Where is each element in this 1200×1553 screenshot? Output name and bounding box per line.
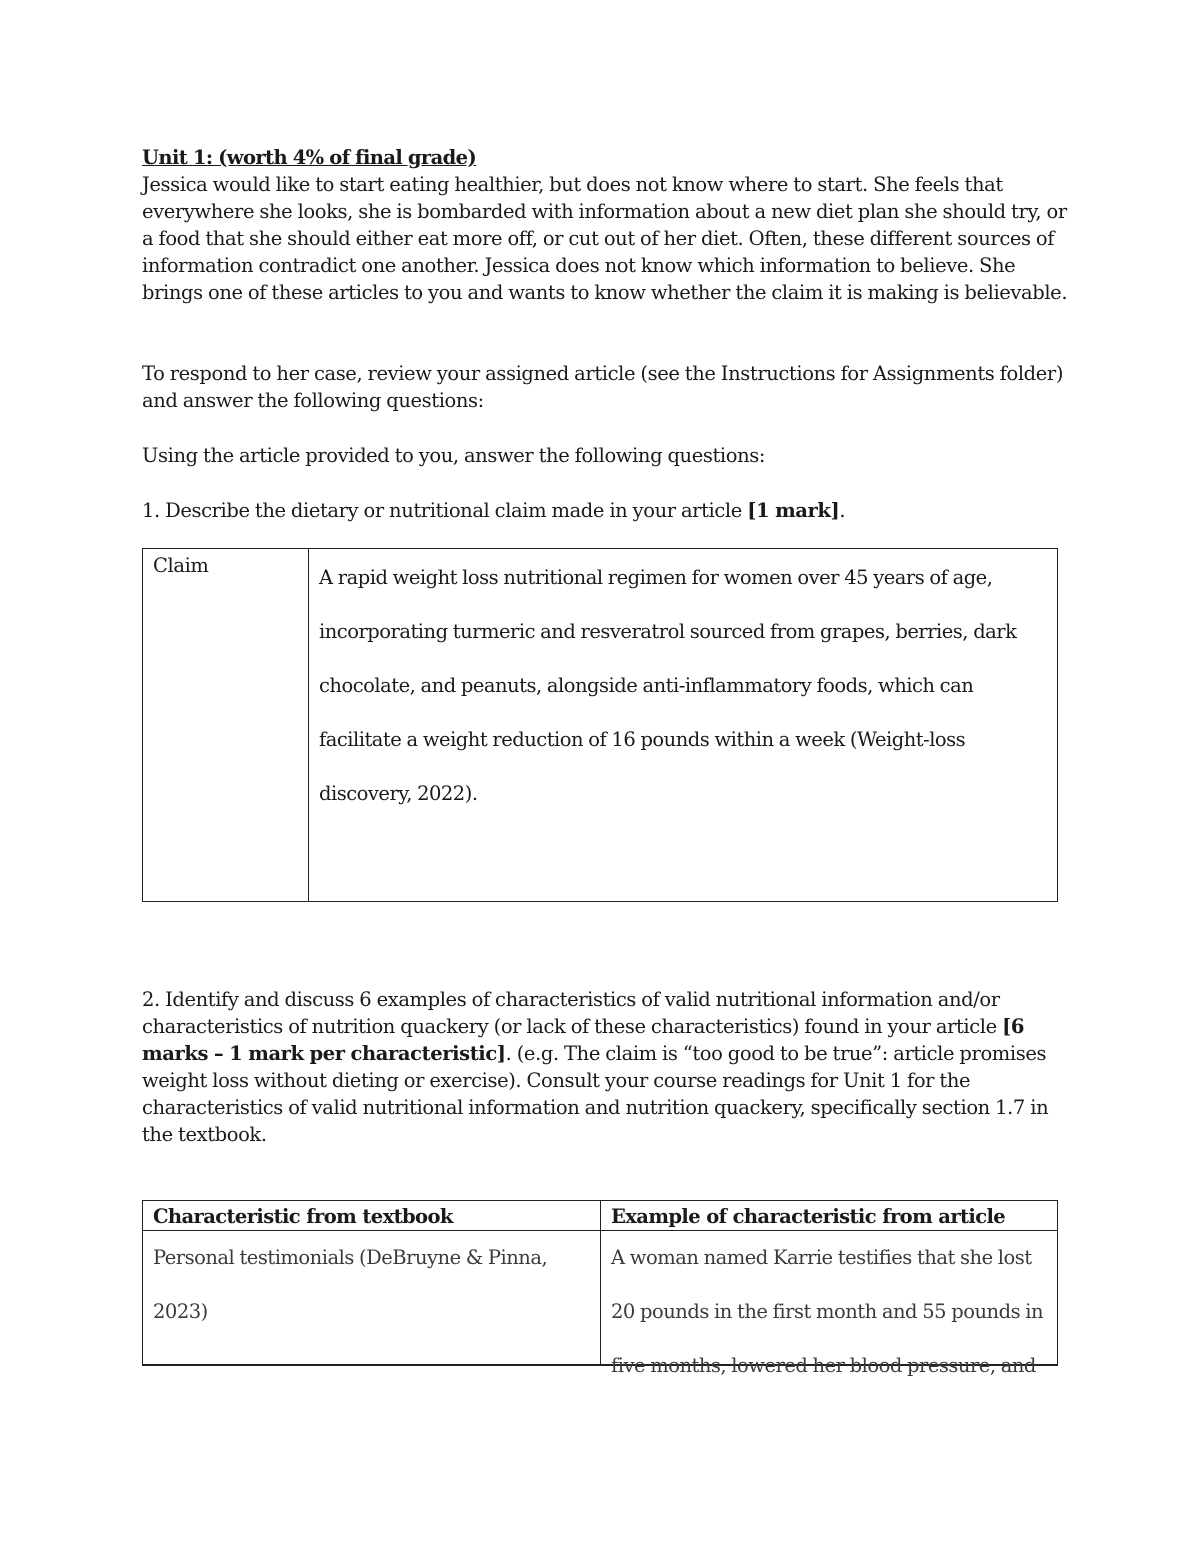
question-1 xyxy=(142,497,1072,524)
question-2 xyxy=(142,986,1072,1148)
question-1-end: . xyxy=(839,499,846,522)
claim-table-divider xyxy=(308,549,309,901)
characteristic-header: Characteristic from textbook xyxy=(153,1205,453,1228)
characteristics-table-divider xyxy=(600,1201,601,1364)
example-header: Example of characteristic from article xyxy=(611,1205,1006,1228)
characteristic-cell[interactable]: Personal testimonials (DeBruyne & Pinna, 2023) xyxy=(153,1246,548,1323)
claim-text[interactable]: A rapid weight loss nutritional regimen for women over 45 years of age, incorporating turmeric and resveratrol sourced from grapes, berries, dark chocolate, and peanuts, alongside anti-inflammatory foods, which can facilitate a weight reduction of 16 pounds within a week (Weight-loss discovery, 2022). xyxy=(319,566,1017,805)
question-2-marks: [6 marks – 1 mark per characteristic] xyxy=(142,1015,1025,1065)
intro-paragraph: Jessica would like to start eating healthier, but does not know where to start. She feels that everywhere she looks, she is bombarded with information about a new diet plan she should try, or a food that she should either eat more off, or cut out of her diet. Often, these different sources of information contradict one another. Jessica does not know which information to believe. She brings one of these articles to you and wants to know whether the claim it is making is believable. xyxy=(142,173,1068,304)
unit-title: Unit 1: (worth 4% of final grade) xyxy=(142,146,477,169)
example-cell[interactable]: A woman named Karrie testifies that she lost 20 pounds in the first month and 55 pounds in five months, lowered her blood pressure, and xyxy=(611,1246,1044,1377)
respond-paragraph: To respond to her case, review your assigned article (see the Instructions for Assignments folder) and answer the following questions: xyxy=(142,362,1064,412)
claim-label: Claim xyxy=(153,554,209,577)
question-1-marks: [1 mark] xyxy=(747,499,840,522)
question-2-text: 2. Identify and discuss 6 examples of characteristics of valid nutritional information and/or characteristics of nutrition quackery (or lack of these characteristics) found in your article xyxy=(142,988,1003,1038)
question-1-text: 1. Describe the dietary or nutritional claim made in your article xyxy=(142,499,748,522)
question-2-after: . (e.g. The claim is “too good to be true”: article promises weight loss without dieting or exercise). Consult your course readings for Unit 1 for the characteristics of valid nutritional information and nutrition quackery, specifically section 1.7 in the textbook. xyxy=(142,1042,1049,1146)
characteristics-table xyxy=(142,1200,1058,1377)
using-paragraph: Using the article provided to you, answer the following questions: xyxy=(142,444,766,467)
claim-table xyxy=(142,548,1058,902)
